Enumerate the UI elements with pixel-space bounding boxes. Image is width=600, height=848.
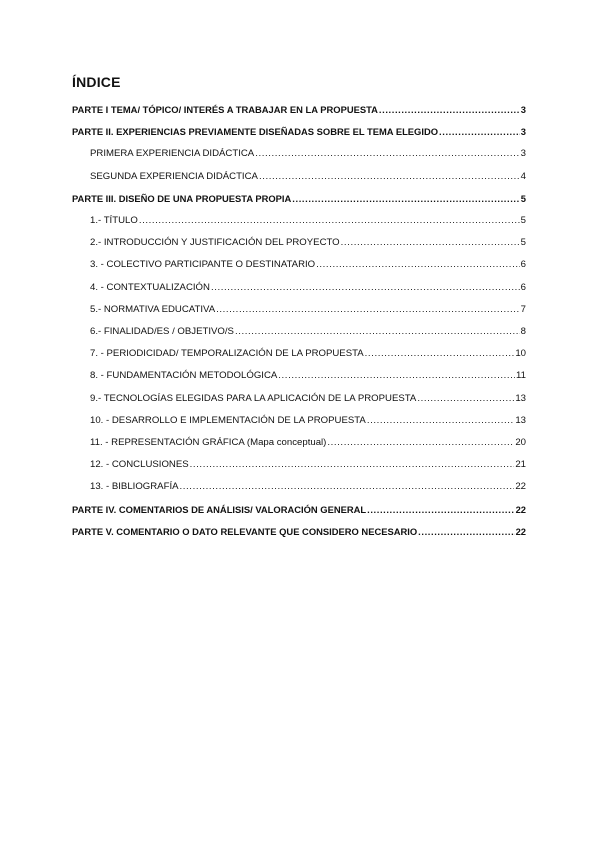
toc-entry-title: 10. - DESARROLLO E IMPLEMENTACIÓN DE LA PROPUESTA bbox=[90, 414, 366, 426]
toc-entry-title: 2.- INTRODUCCIÓN Y JUSTIFICACIÓN DEL PROYECTO bbox=[90, 237, 340, 249]
toc-dot-leader bbox=[367, 502, 514, 518]
toc-entry-title: 6.- FINALIDAD/ES / OBJETIVO/S bbox=[90, 326, 234, 337]
toc-entry[interactable] bbox=[72, 124, 526, 140]
toc-dot-leader bbox=[341, 235, 520, 251]
toc-entry-page: 6 bbox=[520, 281, 526, 293]
toc-dot-leader bbox=[379, 102, 520, 118]
toc-entry-title: PARTE V. COMENTARIO O DATO RELEVANTE QUE CONSIDERO NECESARIO bbox=[72, 525, 418, 537]
toc-entry[interactable] bbox=[90, 391, 526, 407]
toc-entry-title: SEGUNDA EXPERIENCIA DIDÁCTICA bbox=[90, 170, 258, 182]
toc-entry-page: 8 bbox=[520, 326, 526, 337]
toc-entry[interactable] bbox=[90, 213, 526, 229]
toc-entry-page: 7 bbox=[520, 303, 526, 315]
toc-entry[interactable] bbox=[90, 346, 526, 362]
toc-entry-page: 22 bbox=[515, 481, 526, 493]
toc-entry-page: 10 bbox=[515, 348, 526, 360]
toc-entry-title: 4. - CONTEXTUALIZACIÓN bbox=[90, 281, 210, 293]
toc-entry-title: PARTE IV. COMENTARIOS DE ANÁLISIS/ VALORACIÓN GENERAL bbox=[72, 503, 367, 515]
toc-entry[interactable] bbox=[90, 479, 526, 495]
toc-dot-leader bbox=[255, 146, 519, 162]
toc-dot-leader bbox=[259, 169, 520, 185]
toc-dot-leader bbox=[418, 524, 514, 540]
toc-entry-title: 13. - BIBLIOGRAFÍA bbox=[90, 481, 179, 493]
toc-entry-title: PARTE II. EXPERIENCIAS PREVIAMENTE DISEÑADAS SOBRE EL TEMA ELEGIDO bbox=[72, 126, 439, 138]
toc-dot-leader bbox=[316, 257, 520, 273]
toc-entry-page: 13 bbox=[515, 392, 526, 404]
toc-entry-title: PARTE III. DISEÑO DE UNA PROPUESTA PROPIA bbox=[72, 192, 292, 204]
toc-entry-title: 5.- NORMATIVA EDUCATIVA bbox=[90, 303, 216, 315]
toc-entry[interactable] bbox=[90, 435, 526, 451]
toc-entry-title: PARTE I TEMA/ TÓPICO/ INTERÉS A TRABAJAR EN LA PROPUESTA bbox=[72, 104, 378, 115]
toc-entry[interactable] bbox=[90, 413, 526, 429]
toc-dot-leader bbox=[180, 479, 515, 495]
toc-heading: ÍNDICE bbox=[72, 74, 121, 90]
toc-entry-page: 5 bbox=[520, 237, 526, 249]
toc-entry-title: 9.- TECNOLOGÍAS ELEGIDAS PARA LA APLICACIÓN DE LA PROPUESTA bbox=[90, 392, 417, 404]
toc-dot-leader bbox=[367, 413, 515, 429]
toc-entry[interactable] bbox=[90, 146, 526, 162]
toc-dot-leader bbox=[235, 324, 520, 340]
toc-entry[interactable] bbox=[90, 257, 526, 273]
toc-entry[interactable] bbox=[90, 368, 526, 384]
toc-entry-page: 3 bbox=[520, 104, 526, 115]
toc-entry[interactable] bbox=[90, 302, 526, 318]
toc-dot-leader bbox=[190, 457, 515, 473]
toc-entry-title: 8. - FUNDAMENTACIÓN METODOLÓGICA bbox=[90, 370, 278, 382]
toc-entry-title: 1.- TÍTULO bbox=[90, 215, 138, 226]
toc-entry[interactable] bbox=[72, 191, 526, 207]
toc-entry-title: 12. - CONCLUSIONES bbox=[90, 459, 189, 471]
toc-dot-leader bbox=[292, 191, 519, 207]
toc-dot-leader bbox=[139, 213, 520, 229]
toc-entry[interactable] bbox=[90, 235, 526, 251]
toc-entry-page: 22 bbox=[515, 525, 526, 537]
toc-dot-leader bbox=[211, 280, 520, 296]
toc-entry-page: 21 bbox=[515, 459, 526, 471]
toc-entry-page: 13 bbox=[515, 414, 526, 426]
toc-entry-page: 22 bbox=[515, 503, 526, 515]
toc-entry-title: 3. - COLECTIVO PARTICIPANTE O DESTINATARIO bbox=[90, 259, 316, 271]
toc-dot-leader bbox=[327, 435, 514, 451]
toc-entry[interactable] bbox=[90, 169, 526, 185]
toc-dot-leader bbox=[365, 346, 515, 362]
toc-entry-page: 5 bbox=[520, 215, 526, 226]
toc-entry-title: PRIMERA EXPERIENCIA DIDÁCTICA bbox=[90, 148, 255, 160]
toc-entry-title: 7. - PERIODICIDAD/ TEMPORALIZACIÓN DE LA PROPUESTA bbox=[90, 348, 364, 360]
toc-dot-leader bbox=[439, 124, 520, 140]
toc-entry-page: 3 bbox=[520, 126, 526, 138]
toc-dot-leader bbox=[278, 368, 515, 384]
toc-entry-page: 3 bbox=[520, 148, 526, 160]
toc-entry-page: 11 bbox=[516, 370, 526, 382]
toc-dot-leader bbox=[216, 302, 520, 318]
toc-entry-page: 4 bbox=[520, 170, 526, 182]
toc-entry-title: 11. - REPRESENTACIÓN GRÁFICA (Mapa conceptual) bbox=[90, 437, 327, 448]
toc-entry-page: 20 bbox=[515, 437, 526, 448]
toc-dot-leader bbox=[417, 391, 514, 407]
toc-entry-page: 5 bbox=[520, 192, 526, 204]
toc-entry[interactable] bbox=[90, 280, 526, 296]
toc-entry[interactable] bbox=[90, 457, 526, 473]
toc-entry-page: 6 bbox=[520, 259, 526, 271]
toc-entry[interactable] bbox=[72, 102, 526, 118]
toc-entry[interactable] bbox=[72, 502, 526, 518]
toc-entry[interactable] bbox=[90, 324, 526, 340]
toc-entry[interactable] bbox=[72, 524, 526, 540]
